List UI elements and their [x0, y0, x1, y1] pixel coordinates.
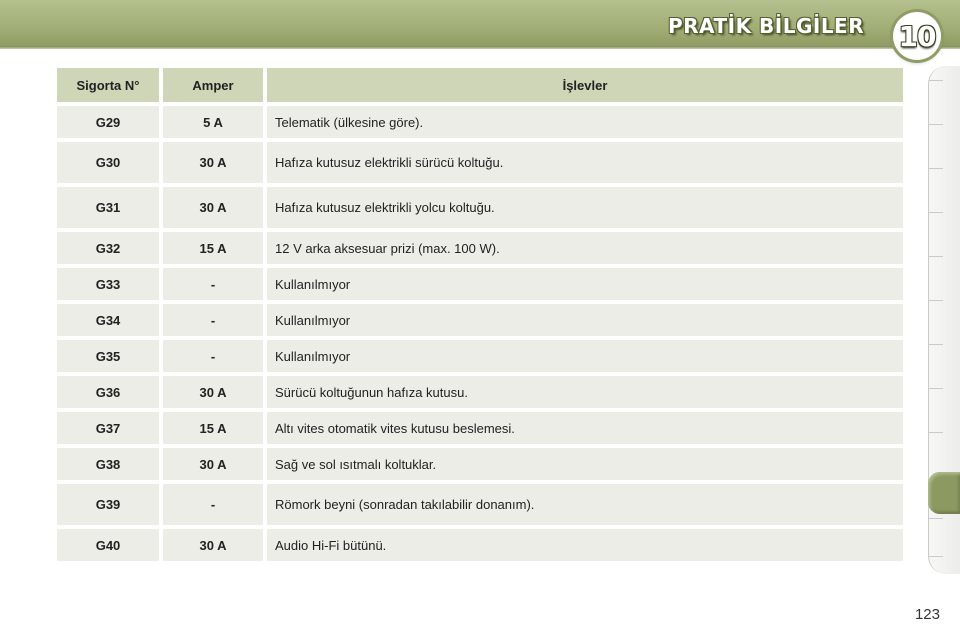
fuse-amper: -	[163, 484, 263, 525]
fuse-amper: -	[163, 340, 263, 372]
fuse-function: Hafıza kutusuz elektrikli sürücü koltuğu.	[267, 142, 903, 183]
fuse-number: G31	[57, 187, 159, 228]
chapter-tab[interactable]	[929, 300, 943, 301]
chapter-tab[interactable]	[929, 344, 943, 345]
page-number: 123	[914, 606, 940, 623]
fuse-amper: 30 A	[163, 187, 263, 228]
fuse-function: Kullanılmıyor	[267, 268, 903, 300]
fuse-number: G36	[57, 376, 159, 408]
table-row	[57, 376, 903, 408]
table-row	[57, 484, 903, 525]
table-row	[57, 412, 903, 444]
fuse-number: G40	[57, 529, 159, 561]
fuse-number: G35	[57, 340, 159, 372]
fuse-function: Audio Hi-Fi bütünü.	[267, 529, 903, 561]
fuse-function: Sürücü koltuğunun hafıza kutusu.	[267, 376, 903, 408]
fuse-function: Sağ ve sol ısıtmalı koltuklar.	[267, 448, 903, 480]
chapter-number: 10	[898, 19, 936, 53]
fuse-number: G29	[57, 106, 159, 138]
chapter-number-badge	[893, 12, 941, 60]
chapter-title: PRATİK BİLGİLER	[668, 14, 865, 38]
header-divider	[0, 46, 960, 49]
chapter-tab[interactable]	[929, 556, 943, 557]
fuse-function: Telematik (ülkesine göre).	[267, 106, 903, 138]
table-row	[57, 340, 903, 372]
chapter-tab[interactable]	[929, 518, 943, 519]
table-row	[57, 232, 903, 264]
table-row	[57, 304, 903, 336]
chapter-tab[interactable]	[929, 80, 943, 81]
fuse-function: Kullanılmıyor	[267, 304, 903, 336]
chapter-tab[interactable]	[929, 212, 943, 213]
column-header-functions: İşlevler	[267, 68, 903, 102]
fuse-amper: 30 A	[163, 376, 263, 408]
fuse-function: 12 V arka aksesuar prizi (max. 100 W).	[267, 232, 903, 264]
fuse-number: G34	[57, 304, 159, 336]
fuse-function: Hafıza kutusuz elektrikli yolcu koltuğu.	[267, 187, 903, 228]
fuse-amper: 5 A	[163, 106, 263, 138]
column-header-amper: Amper	[163, 68, 263, 102]
fuse-function: Kullanılmıyor	[267, 340, 903, 372]
table-row	[57, 529, 903, 561]
table-row	[57, 142, 903, 183]
fuse-amper: 30 A	[163, 142, 263, 183]
fuse-table	[53, 64, 907, 565]
chapter-tab-active[interactable]	[928, 472, 960, 514]
chapter-tab[interactable]	[929, 388, 943, 389]
fuse-amper: 30 A	[163, 529, 263, 561]
fuse-amper: 15 A	[163, 232, 263, 264]
chapter-tab[interactable]	[929, 124, 943, 125]
chapter-tab[interactable]	[929, 168, 943, 169]
fuse-number: G39	[57, 484, 159, 525]
fuse-number: G33	[57, 268, 159, 300]
fuse-amper: 30 A	[163, 448, 263, 480]
fuse-number: G30	[57, 142, 159, 183]
fuse-amper: 15 A	[163, 412, 263, 444]
fuse-amper: -	[163, 268, 263, 300]
fuse-function: Altı vites otomatik vites kutusu beslemesi.	[267, 412, 903, 444]
fuse-number: G38	[57, 448, 159, 480]
table-header-row	[57, 68, 903, 102]
table-row	[57, 106, 903, 138]
table-row	[57, 448, 903, 480]
fuse-amper: -	[163, 304, 263, 336]
chapter-tab[interactable]	[929, 256, 943, 257]
column-header-fuse-no: Sigorta N°	[57, 68, 159, 102]
fuse-number: G32	[57, 232, 159, 264]
fuse-function: Römork beyni (sonradan takılabilir donanım).	[267, 484, 903, 525]
table-row	[57, 187, 903, 228]
table-row	[57, 268, 903, 300]
fuse-number: G37	[57, 412, 159, 444]
chapter-tab[interactable]	[929, 432, 943, 433]
